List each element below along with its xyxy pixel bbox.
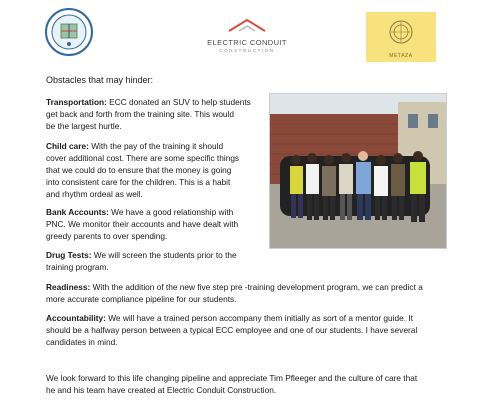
metaza-logo-text: METAZA (389, 53, 413, 59)
section-line: ECC donated an SUV to help students (109, 97, 251, 107)
section-heading: Bank Accounts: (46, 207, 109, 217)
section-line: cover additional cost. There are some specific things (46, 153, 240, 163)
logo-bar (0, 6, 500, 64)
section-heading: Drug Tests: (46, 250, 92, 260)
section-accountability (46, 312, 417, 348)
section-line: With the addition of the new five step pre -training development program, we can predict a (92, 282, 423, 292)
section-line: We have a good relationship with (111, 207, 234, 217)
section-transportation (46, 96, 251, 132)
section-heading: Readiness: (46, 282, 91, 292)
metaza-emblem-icon (366, 12, 436, 52)
section-heading: Accountability: (46, 313, 106, 323)
section-line: more accurate compliance pipeline for our students. (46, 294, 237, 304)
section-line: training program. (46, 262, 109, 272)
closing-line: We look forward to this life changing pipeline and appreciate Tim Pfleeger and the culture of care that (46, 373, 418, 383)
ecc-logo (197, 18, 297, 53)
section-heading: Child care: (46, 141, 89, 151)
section-line: We will have a trained person accompany them initially as sort of a mentor guide. It (108, 313, 413, 323)
section-line: get back and forth from the training site. This would (46, 109, 235, 119)
section-line: that we could do to ensure that the money is going (46, 165, 232, 175)
section-bank-accounts (46, 206, 238, 242)
ecc-logo-subtitle: CONSTRUCTION (219, 48, 275, 53)
section-line: should be a halfway person between a typical ECC employee and one of our students. I have several (46, 325, 418, 335)
section-readiness (46, 281, 423, 305)
group-photo-image (270, 94, 447, 249)
section-line: PNC. We monitor their accounts and have dealt with (46, 219, 239, 229)
closing-line: he and his team have created at Electric Conduit Construction. (46, 385, 277, 395)
section-line: candidates in mind. (46, 337, 118, 347)
section-line: greedy parents to over spending. (46, 231, 168, 241)
section-line: We will screen the students prior to the (93, 250, 237, 260)
city-seal-logo (45, 8, 93, 56)
section-child-care (46, 140, 239, 200)
ecc-logo-name: ELECTRIC CONDUIT (207, 38, 287, 47)
closing-paragraph (46, 372, 417, 396)
section-line: be the largest hurtle. (46, 121, 122, 131)
group-photo (269, 93, 447, 249)
section-line: and rhythm ordeal as well. (46, 189, 143, 199)
section-drug-tests (46, 249, 237, 273)
ecc-mark-icon (227, 18, 267, 32)
intro-heading: Obstacles that may hinder: (46, 75, 154, 85)
section-heading: Transportation: (46, 97, 107, 107)
section-line: into consistent care for the children. This is a habit (46, 177, 231, 187)
metaza-logo (366, 12, 436, 62)
section-line: With the pay of the training it should (91, 141, 224, 151)
